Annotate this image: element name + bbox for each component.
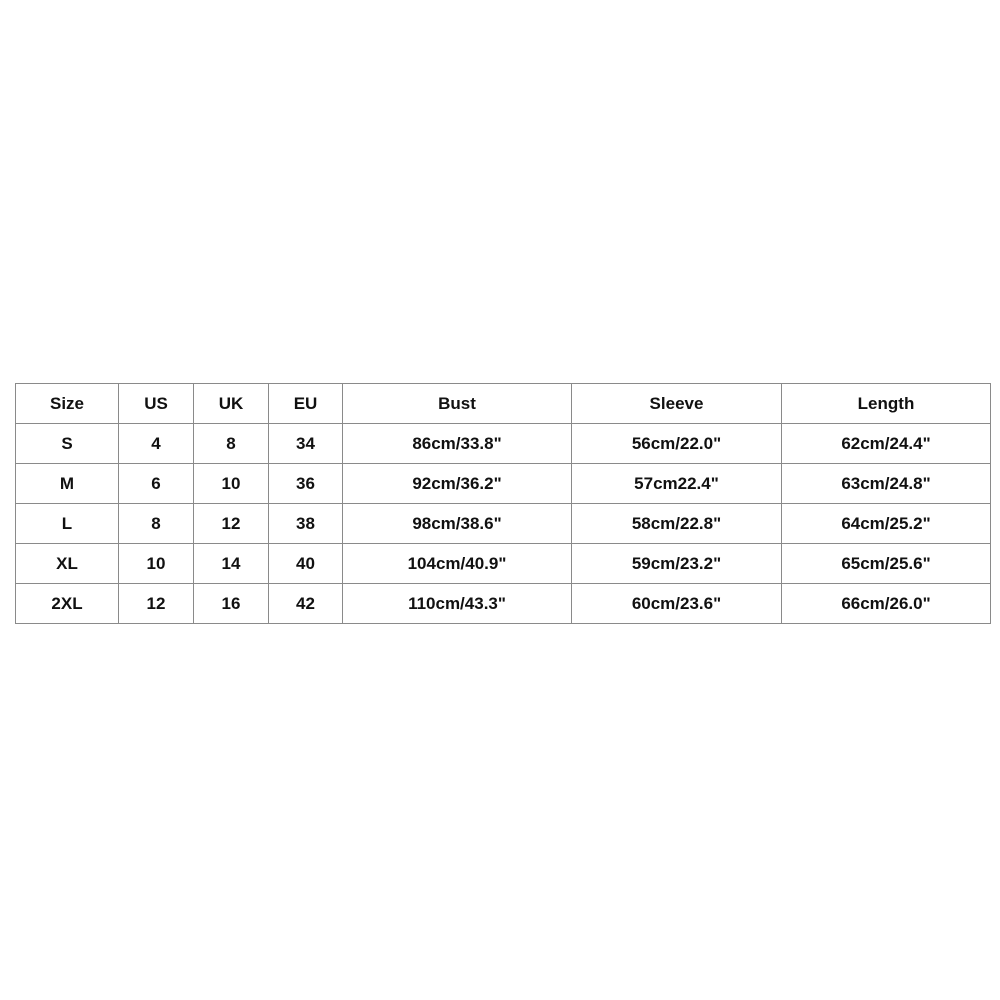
cell-us: 6: [119, 464, 194, 504]
table-header-row: [16, 384, 991, 424]
header-uk: UK: [194, 384, 269, 424]
cell-bust: 86cm/33.8": [343, 424, 572, 464]
cell-eu: 34: [269, 424, 343, 464]
table-row: [16, 464, 991, 504]
cell-sleeve: 56cm/22.0": [572, 424, 782, 464]
header-eu: EU: [269, 384, 343, 424]
cell-length: 65cm/25.6": [782, 544, 991, 584]
cell-sleeve: 57cm22.4": [572, 464, 782, 504]
cell-uk: 16: [194, 584, 269, 624]
table-row: [16, 504, 991, 544]
cell-bust: 104cm/40.9": [343, 544, 572, 584]
cell-eu: 38: [269, 504, 343, 544]
cell-sleeve: 59cm/23.2": [572, 544, 782, 584]
cell-size: S: [16, 424, 119, 464]
cell-size: M: [16, 464, 119, 504]
table-row: [16, 544, 991, 584]
cell-bust: 98cm/38.6": [343, 504, 572, 544]
table-row: [16, 584, 991, 624]
cell-bust: 110cm/43.3": [343, 584, 572, 624]
cell-length: 62cm/24.4": [782, 424, 991, 464]
header-size: Size: [16, 384, 119, 424]
cell-eu: 36: [269, 464, 343, 504]
cell-uk: 10: [194, 464, 269, 504]
cell-bust: 92cm/36.2": [343, 464, 572, 504]
cell-size: 2XL: [16, 584, 119, 624]
cell-uk: 12: [194, 504, 269, 544]
cell-us: 4: [119, 424, 194, 464]
cell-eu: 40: [269, 544, 343, 584]
cell-size: L: [16, 504, 119, 544]
cell-uk: 8: [194, 424, 269, 464]
cell-size: XL: [16, 544, 119, 584]
cell-sleeve: 58cm/22.8": [572, 504, 782, 544]
size-chart-table: [15, 383, 991, 624]
cell-us: 12: [119, 584, 194, 624]
cell-length: 64cm/25.2": [782, 504, 991, 544]
cell-length: 66cm/26.0": [782, 584, 991, 624]
header-sleeve: Sleeve: [572, 384, 782, 424]
cell-length: 63cm/24.8": [782, 464, 991, 504]
header-bust: Bust: [343, 384, 572, 424]
header-us: US: [119, 384, 194, 424]
cell-us: 8: [119, 504, 194, 544]
cell-uk: 14: [194, 544, 269, 584]
table-row: [16, 424, 991, 464]
cell-sleeve: 60cm/23.6": [572, 584, 782, 624]
header-length: Length: [782, 384, 991, 424]
cell-us: 10: [119, 544, 194, 584]
cell-eu: 42: [269, 584, 343, 624]
